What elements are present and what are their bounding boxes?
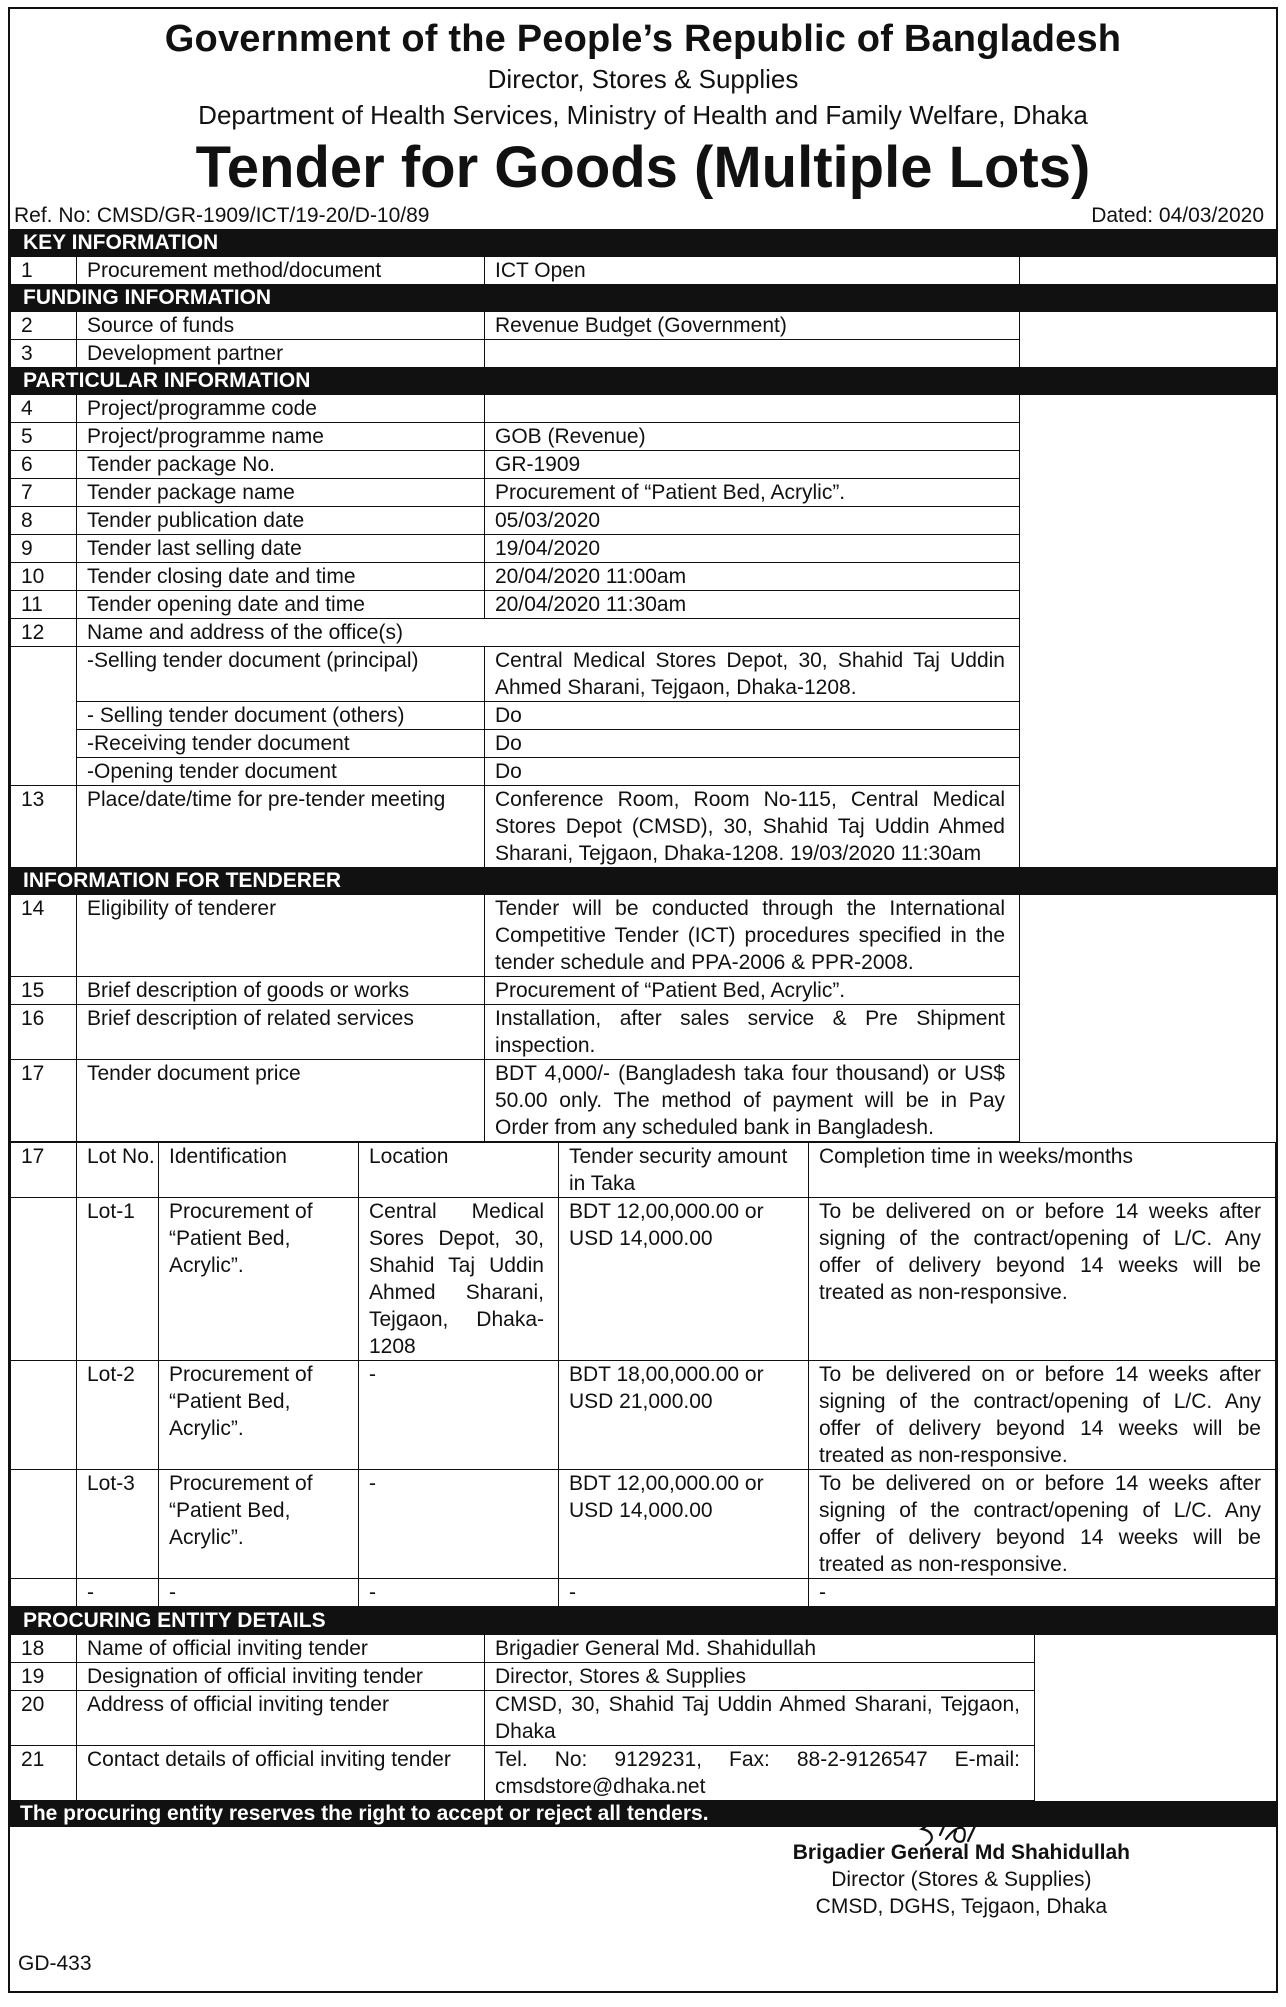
information-table <box>10 229 1276 1142</box>
table-row: 20 Address of official inviting tender CMSD, 30, Shahid Taj Uddin Ahmed Sharani, Tejgaon, Dhaka <box>11 1691 1276 1746</box>
table-row: 14 Eligibility of tenderer Tender will be conducted through the International Competitive Tender (ICT) procedures specified in the tender schedule and PPA-2006 & PPR-2008. <box>11 895 1276 977</box>
table-row: 1 Procurement method/document ICT Open <box>11 257 1276 285</box>
notice-title: Tender for Goods (Multiple Lots) <box>195 135 1091 200</box>
table-row: 4 Project/programme code <box>11 395 1276 423</box>
lot-row: Lot-2 Procurement of “Patient Bed, Acrylic”. - BDT 18,00,000.00 or USD 21,000.00 To be delivered on or before 14 weeks after signing of the contract/opening of L/C. Any offer of delivery beyond 14 weeks will be treated as non-responsive. <box>11 1361 1276 1470</box>
table-row: 15 Brief description of goods or works Procurement of “Patient Bed, Acrylic”. <box>11 977 1276 1005</box>
table-row: -Selling tender document (principal) Central Medical Stores Depot, 30, Shahid Taj Uddin Ahmed Sharani, Tejgaon, Dhaka-1208. <box>11 647 1276 702</box>
table-row: 9 Tender last selling date 19/04/2020 <box>11 535 1276 563</box>
table-row: 8 Tender publication date 05/03/2020 <box>11 507 1276 535</box>
section-funding-information: FUNDING INFORMATION <box>11 285 1276 312</box>
reference-row <box>10 203 1276 229</box>
table-row: 2 Source of funds Revenue Budget (Government) <box>11 312 1276 340</box>
table-row: 6 Tender package No. GR-1909 <box>11 451 1276 479</box>
notice-date: Dated: 04/03/2020 <box>1091 204 1264 227</box>
section-particular-information: PARTICULAR INFORMATION <box>11 368 1276 395</box>
lots-header-row: 17 Lot No. Identification Location Tender security amount in Taka Completion time in weeks/months <box>11 1143 1276 1198</box>
table-row: 17 Tender document price BDT 4,000/- (Bangladesh taka four thousand) or US$ 50.00 only. The method of payment will be in Pay Order from any scheduled bank in Bangladesh. <box>11 1060 1276 1142</box>
lots-table <box>10 1142 1276 1607</box>
signatory-name: Brigadier General Md Shahidullah <box>792 1841 1130 1864</box>
signature-block <box>793 1839 1130 1920</box>
department-line: Department of Health Services, Ministry of Health and Family Welfare, Dhaka <box>198 100 1088 130</box>
table-row: 13 Place/date/time for pre-tender meeting Conference Room, Room No-115, Central Medical Stores Depot (CMSD), 30, Shahid Taj Uddin Ahmed Sharani, Tejgaon, Dhaka-1208. 19/03/2020 11:30am <box>11 786 1276 868</box>
section-information-for-tenderer: INFORMATION FOR TENDERER <box>11 868 1276 895</box>
table-row: -Opening tender document Do <box>11 758 1276 786</box>
lot-row: - - - - - <box>11 1579 1276 1607</box>
table-row: - Selling tender document (others) Do <box>11 702 1276 730</box>
table-row: -Receiving tender document Do <box>11 730 1276 758</box>
signatory-office: CMSD, DGHS, Tejgaon, Dhaka <box>815 1895 1108 1918</box>
reservation-notice: The procuring entity reserves the right to accept or reject all tenders. <box>10 1801 1276 1827</box>
government-title: Government of the People’s Republic of Bangladesh <box>164 18 1122 60</box>
lot-row: Lot-1 Procurement of “Patient Bed, Acrylic”. Central Medical Sores Depot, 30, Shahid Taj Uddin Ahmed Sharani, Tejgaon, Dhaka-1208 BDT 12,00,000.00 or USD 14,000.00 To be delivered on or before 14 weeks after signing of the contract/opening of L/C. Any offer of delivery beyond 14 weeks will be treated as non-responsive. <box>11 1198 1276 1361</box>
table-row: 12 Name and address of the office(s) <box>11 619 1276 647</box>
notice-header <box>10 17 1276 203</box>
section-key-information: KEY INFORMATION <box>11 230 1276 257</box>
reference-number: Ref. No: CMSD/GR-1909/ICT/19-20/D-10/89 <box>14 204 430 227</box>
table-row: 19 Designation of official inviting tender Director, Stores & Supplies <box>11 1663 1276 1691</box>
table-row: 3 Development partner <box>11 340 1276 368</box>
table-row: 5 Project/programme name GOB (Revenue) <box>11 423 1276 451</box>
section-procuring-entity-details: PROCURING ENTITY DETAILS <box>11 1608 1276 1635</box>
table-row: 7 Tender package name Procurement of “Patient Bed, Acrylic”. <box>11 479 1276 507</box>
table-row: 18 Name of official inviting tender Brigadier General Md. Shahidullah <box>11 1635 1276 1663</box>
directorate-line: Director, Stores & Supplies <box>487 64 799 94</box>
procuring-entity-table <box>10 1607 1276 1801</box>
tender-notice <box>8 7 1278 1993</box>
table-row: 16 Brief description of related services Installation, after sales service & Pre Shipment inspection. <box>11 1005 1276 1060</box>
table-row: 11 Tender opening date and time 20/04/2020 11:30am <box>11 591 1276 619</box>
lot-row: Lot-3 Procurement of “Patient Bed, Acrylic”. - BDT 12,00,000.00 or USD 14,000.00 To be delivered on or before 14 weeks after signing of the contract/opening of L/C. Any offer of delivery beyond 14 weeks will be treated as non-responsive. <box>11 1470 1276 1579</box>
advertisement-code: GD-433 <box>18 1952 92 1975</box>
table-row: 21 Contact details of official inviting tender Tel. No: 9129231, Fax: 88-2-9126547 E-mail: cmsdstore@dhaka.net <box>11 1746 1276 1801</box>
signatory-designation: Director (Stores & Supplies) <box>831 1868 1092 1891</box>
table-row: 10 Tender closing date and time 20/04/2020 11:00am <box>11 563 1276 591</box>
